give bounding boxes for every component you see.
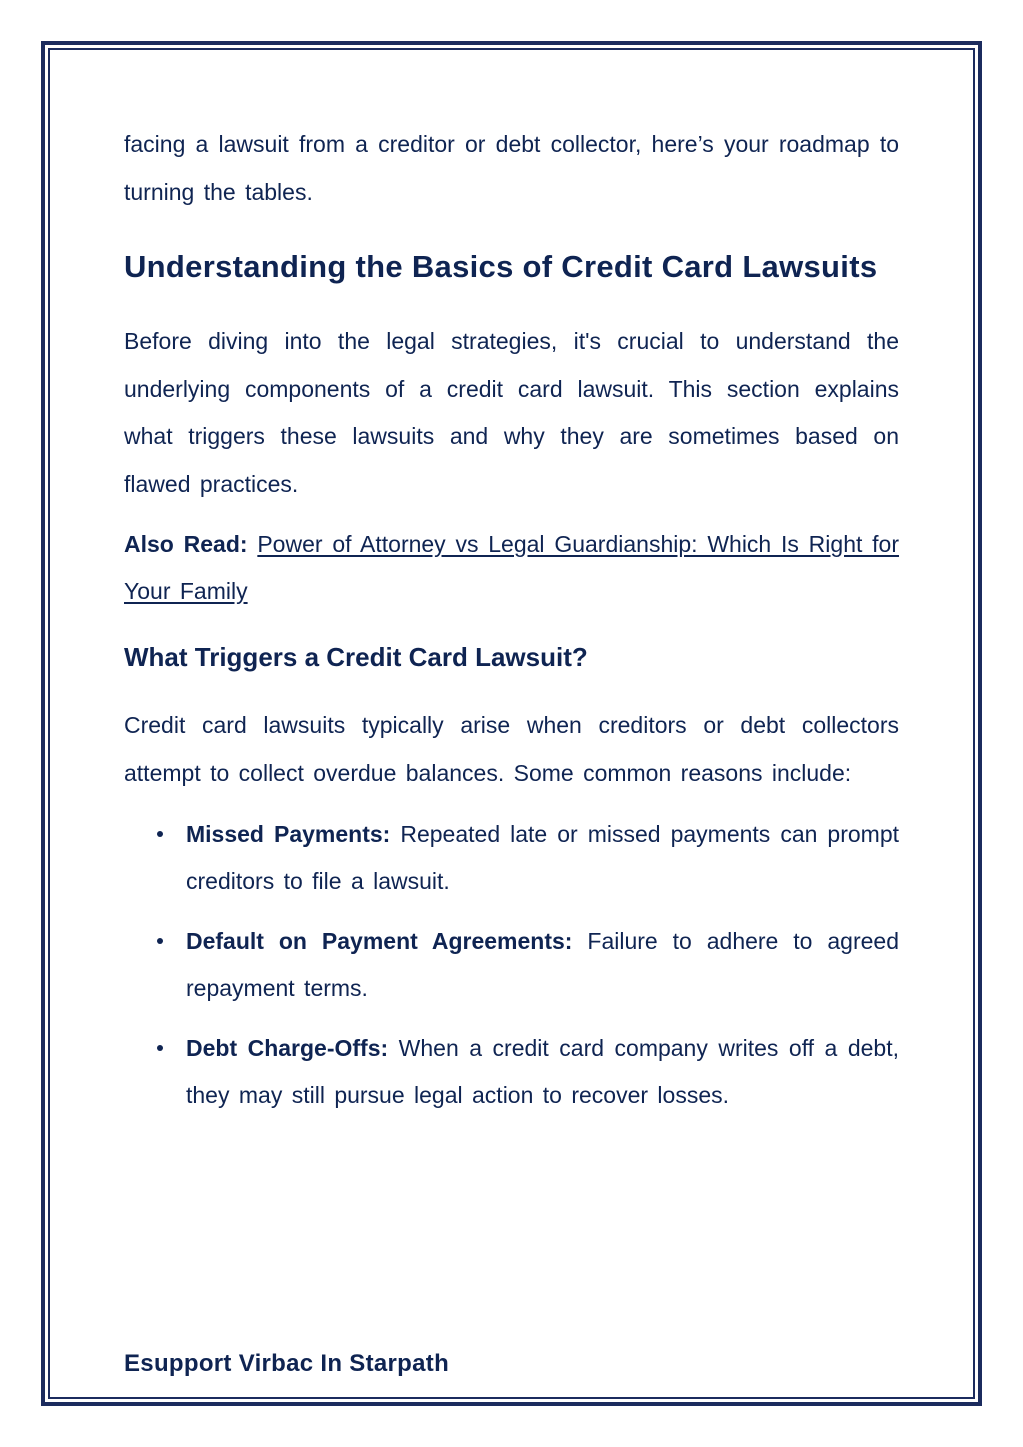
list-item-term: Missed Payments: [186,821,391,847]
also-read-link[interactable]: Power of Attorney vs Legal Guardianship: Which Is Right for Your Family [124,531,900,604]
list-item-text: Failure to adhere to agreed repayment terms. [186,928,899,1001]
triggers-paragraph: Credit card lawsuits typically arise when creditors or debt collectors attempt to collect overdue balances. Some common reasons include: [124,712,899,786]
list-item-text: When a credit card company writes off a debt, they may still pursue legal action to recover losses. [186,1035,900,1108]
list-item-term: Default on Payment Agreements: [186,928,573,954]
bullet-icon [157,1045,163,1051]
basics-paragraph: Before diving into the legal strategies, it's crucial to understand the underlying components of a credit card lawsuit. This section explains what triggers these lawsuits and why they are sometimes based on flawed practices. [124,328,899,497]
trigger-list [124,811,899,1119]
document-content [124,121,899,1119]
bullet-icon [157,938,163,944]
list-item [124,918,899,1012]
footer-text: Esupport Virbac In Starpath [124,1350,450,1377]
list-item-text: Repeated late or missed payments can prompt creditors to file a lawsuit. [186,821,900,894]
also-read [124,521,899,615]
section-heading-basics: Understanding the Basics of Credit Card Lawsuits [124,249,878,284]
list-item [124,1025,899,1119]
section-heading-triggers: What Triggers a Credit Card Lawsuit? [124,642,588,672]
list-item-term: Debt Charge-Offs: [186,1035,389,1061]
also-read-label: Also Read: [124,531,248,557]
intro-paragraph: facing a lawsuit from a creditor or debt collector, here’s your roadmap to turning the tables. [124,131,899,205]
bullet-icon [157,831,163,837]
list-item [124,811,899,905]
